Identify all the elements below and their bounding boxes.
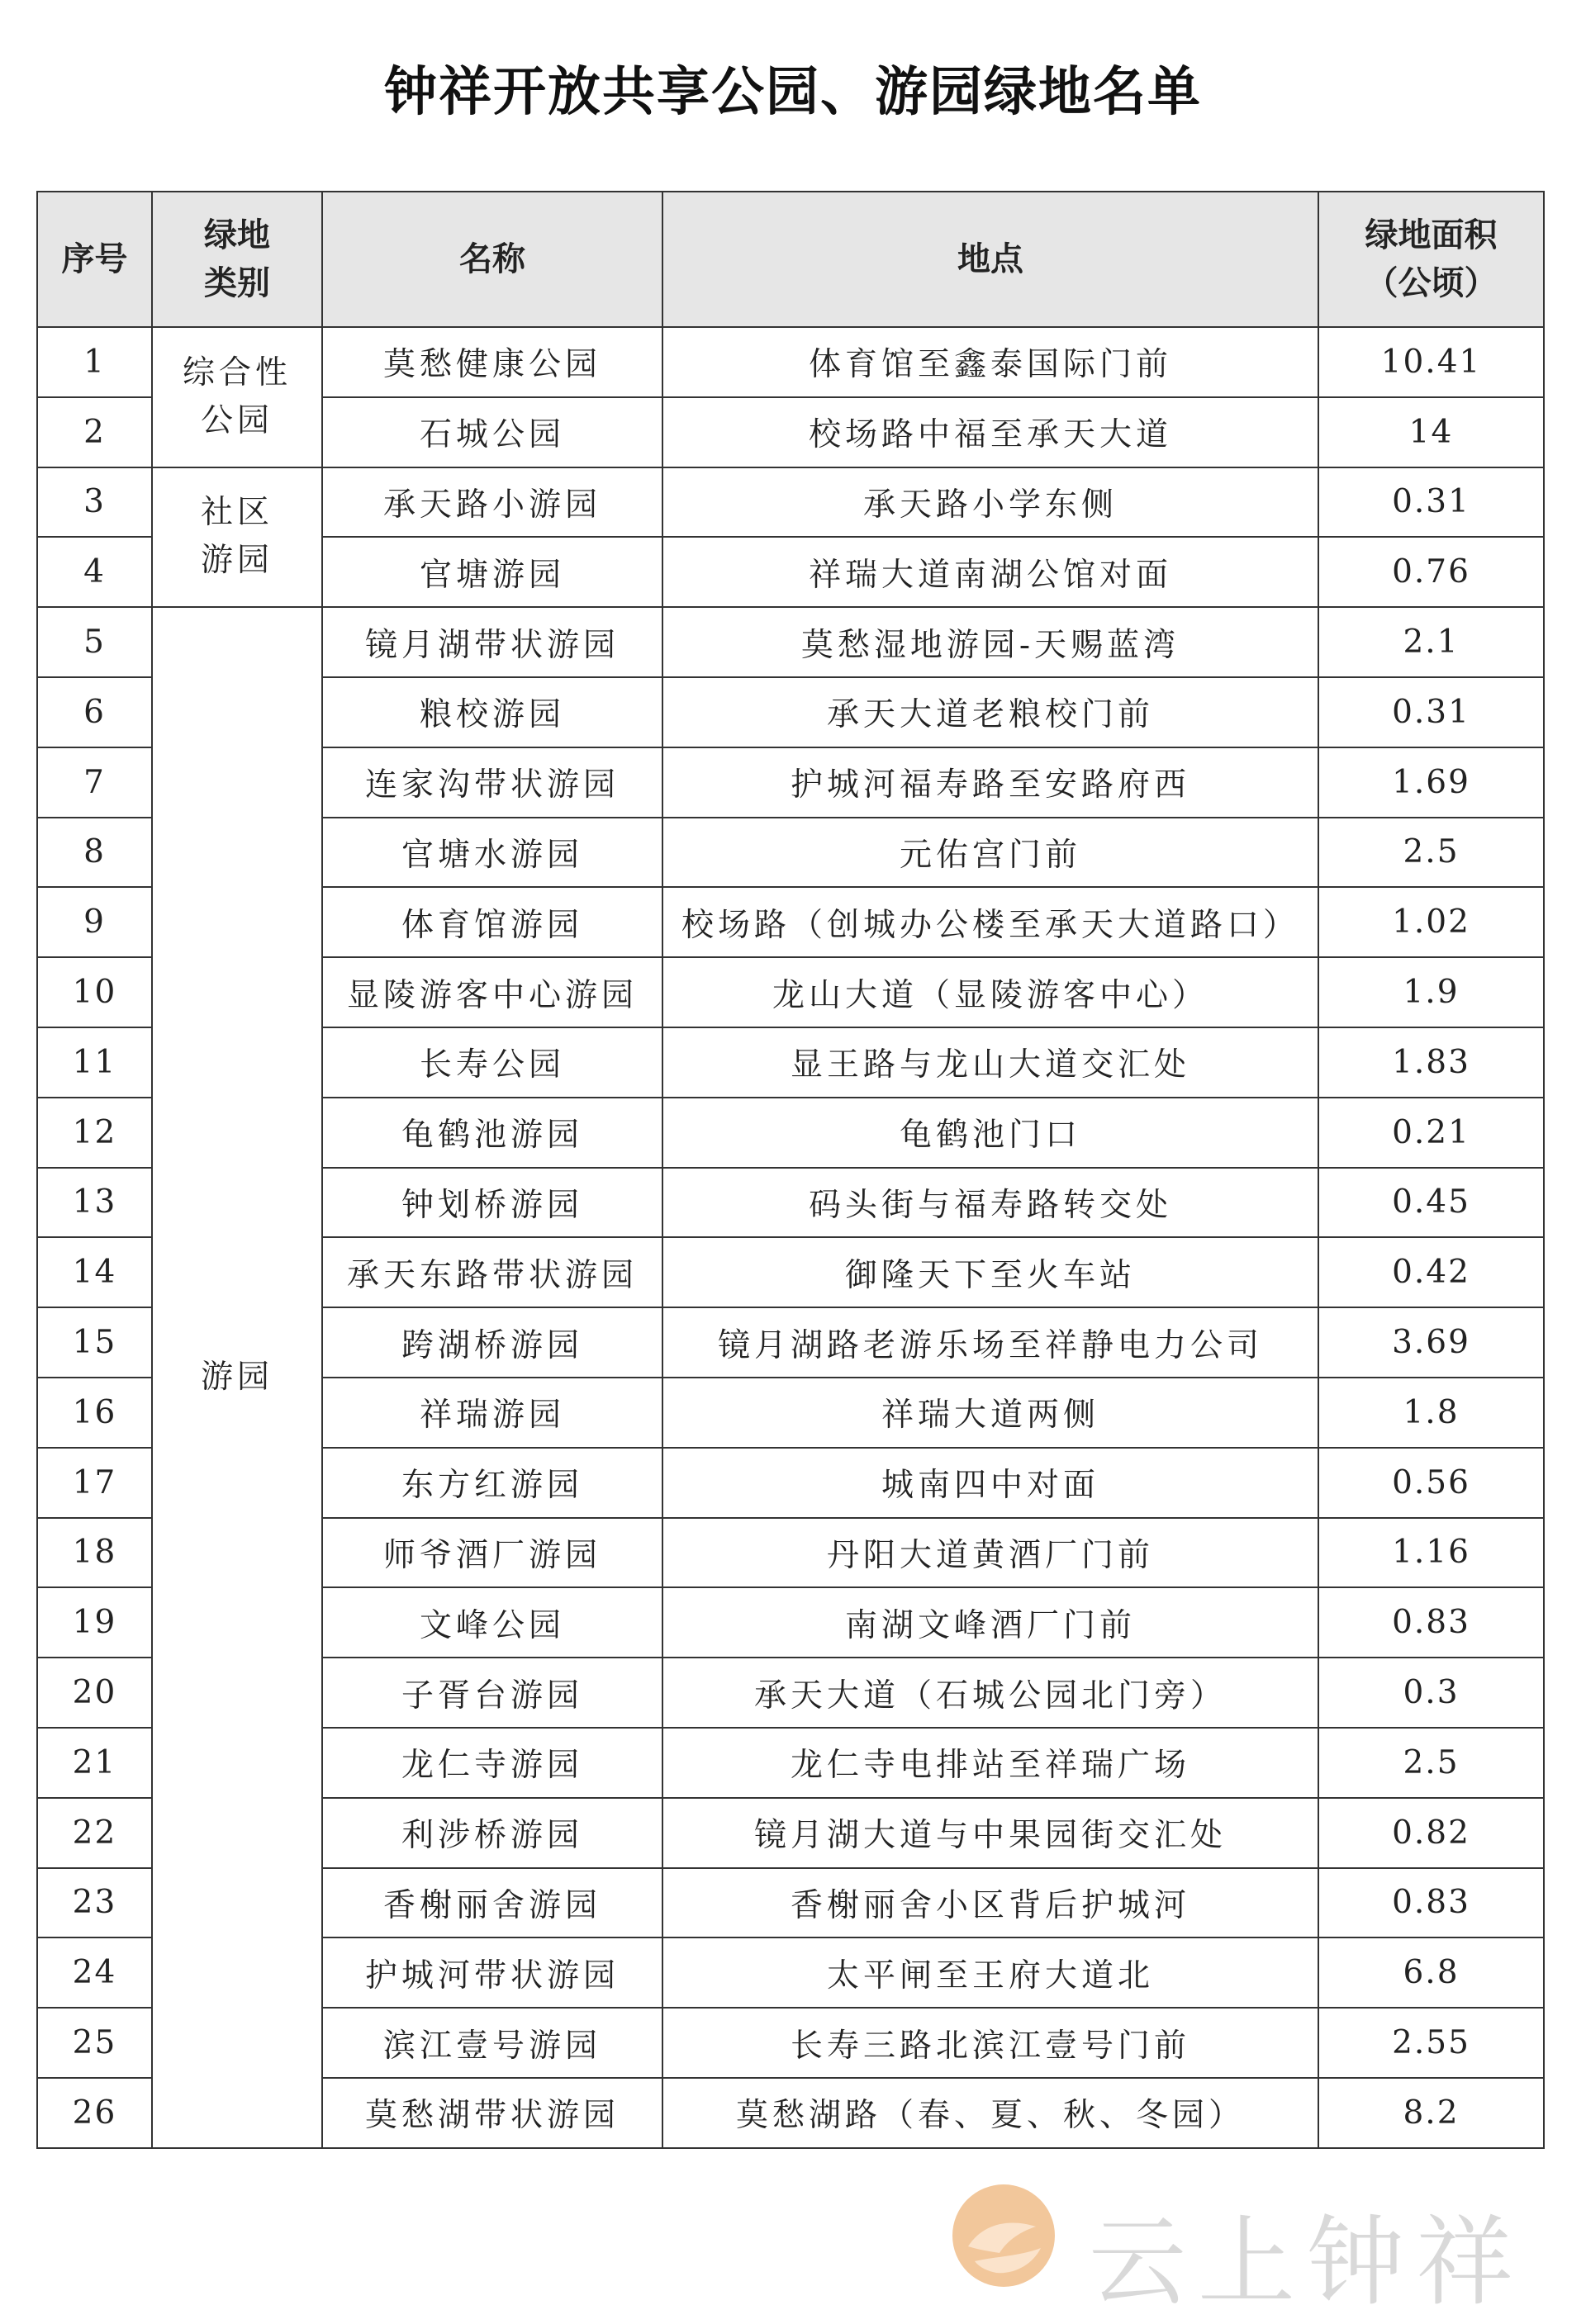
cell-area: 0.56 [1318,1448,1544,1518]
cell-name: 粮校游园 [322,677,662,747]
table-row [37,607,1544,677]
cell-name: 滨江壹号游园 [322,2008,662,2078]
header-category [152,192,322,327]
cell-area: 1.16 [1318,1518,1544,1588]
cell-area: 1.02 [1318,887,1544,957]
cell-area: 1.9 [1318,957,1544,1027]
cell-area: 0.45 [1318,1168,1544,1238]
cell-seq: 13 [37,1168,152,1238]
header-area-line2: （公顷） [1365,263,1498,302]
cell-seq: 22 [37,1798,152,1868]
cell-name: 承天路小游园 [322,467,662,538]
cell-location: 承天大道（石城公园北门旁） [662,1658,1318,1728]
cell-name: 文峰公园 [322,1587,662,1658]
yunshang-logo-icon [950,2182,1057,2289]
cell-seq: 12 [37,1098,152,1168]
table-row [37,327,1544,397]
cell-name: 承天东路带状游园 [322,1237,662,1307]
cell-location: 体育馆至鑫泰国际门前 [662,327,1318,397]
cell-name: 龟鹤池游园 [322,1098,662,1168]
category-label-line1: 综合性 [182,353,292,391]
header-seq: 序号 [37,192,152,327]
cell-location: 承天大道老粮校门前 [662,677,1318,747]
cell-seq: 5 [37,607,152,677]
cell-name: 跨湖桥游园 [322,1307,662,1378]
cell-location: 香榭丽舍小区背后护城河 [662,1868,1318,1938]
cell-seq: 21 [37,1728,152,1798]
cell-name: 祥瑞游园 [322,1378,662,1448]
cell-location: 校场路（创城办公楼至承天大道路口） [662,887,1318,957]
cell-seq: 1 [37,327,152,397]
cell-location: 莫愁湿地游园-天赐蓝湾 [662,607,1318,677]
cell-area: 10.41 [1318,327,1544,397]
cell-name: 莫愁湖带状游园 [322,2078,662,2148]
cell-location: 南湖文峰酒厂门前 [662,1587,1318,1658]
cell-area: 8.2 [1318,2078,1544,2148]
cell-seq: 14 [37,1237,152,1307]
cell-area: 3.69 [1318,1307,1544,1378]
cell-seq: 4 [37,537,152,607]
cell-name: 子胥台游园 [322,1658,662,1728]
cell-location: 御隆天下至火车站 [662,1237,1318,1307]
cell-name: 显陵游客中心游园 [322,957,662,1027]
cell-category [152,327,322,467]
cell-seq: 16 [37,1378,152,1448]
cell-location: 护城河福寿路至安路府西 [662,747,1318,818]
cell-location: 镜月湖大道与中果园街交汇处 [662,1798,1318,1868]
cell-area: 2.55 [1318,2008,1544,2078]
table-row [37,467,1544,538]
cell-seq: 20 [37,1658,152,1728]
header-location: 地点 [662,192,1318,327]
cell-name: 护城河带状游园 [322,1937,662,2008]
cell-location: 元佑宫门前 [662,818,1318,888]
cell-category [152,467,322,608]
cell-seq: 7 [37,747,152,818]
cell-location: 承天路小学东侧 [662,467,1318,538]
cell-seq: 24 [37,1937,152,2008]
header-row [37,192,1544,327]
header-area-line1: 绿地面积 [1365,216,1498,254]
cell-name: 官塘游园 [322,537,662,607]
cell-name: 龙仁寺游园 [322,1728,662,1798]
cell-location: 龟鹤池门口 [662,1098,1318,1168]
cell-name: 莫愁健康公园 [322,327,662,397]
cell-area: 0.31 [1318,467,1544,538]
cell-location: 城南四中对面 [662,1448,1318,1518]
category-label-line2: 游园 [200,542,273,580]
cell-seq: 6 [37,677,152,747]
cell-area: 14 [1318,397,1544,467]
cell-location: 镜月湖路老游乐场至祥静电力公司 [662,1307,1318,1378]
cell-seq: 23 [37,1868,152,1938]
cell-seq: 3 [37,467,152,538]
cell-location: 祥瑞大道两侧 [662,1378,1318,1448]
cell-name: 石城公园 [322,397,662,467]
green-space-table [36,191,1545,2149]
category-label-line1: 社区 [200,494,273,532]
cell-location: 显王路与龙山大道交汇处 [662,1027,1318,1098]
cell-location: 龙山大道（显陵游客中心） [662,957,1318,1027]
cell-seq: 9 [37,887,152,957]
cell-location: 丹阳大道黄酒厂门前 [662,1518,1318,1588]
cell-area: 0.83 [1318,1587,1544,1658]
cell-seq: 8 [37,818,152,888]
cell-area: 0.82 [1318,1798,1544,1868]
category-label-line1: 游园 [200,1358,273,1396]
cell-seq: 26 [37,2078,152,2148]
cell-name: 官塘水游园 [322,818,662,888]
header-name: 名称 [322,192,662,327]
cell-area: 1.69 [1318,747,1544,818]
cell-seq: 10 [37,957,152,1027]
cell-seq: 17 [37,1448,152,1518]
cell-area: 0.21 [1318,1098,1544,1168]
cell-location: 码头街与福寿路转交处 [662,1168,1318,1238]
cell-name: 东方红游园 [322,1448,662,1518]
cell-category [152,607,322,2148]
table-body [37,327,1544,2148]
cell-name: 香榭丽舍游园 [322,1868,662,1938]
header-category-line2: 类别 [204,263,270,302]
cell-area: 2.1 [1318,607,1544,677]
cell-name: 利涉桥游园 [322,1798,662,1868]
cell-area: 1.8 [1318,1378,1544,1448]
table-header [37,192,1544,327]
cell-name: 师爷酒厂游园 [322,1518,662,1588]
cell-area: 1.83 [1318,1027,1544,1098]
cell-name: 镜月湖带状游园 [322,607,662,677]
header-category-line1: 绿地 [204,216,270,254]
header-area [1318,192,1544,327]
cell-seq: 15 [37,1307,152,1378]
cell-area: 0.83 [1318,1868,1544,1938]
cell-location: 莫愁湖路（春、夏、秋、冬园） [662,2078,1318,2148]
watermark [950,2174,1578,2319]
cell-area: 0.76 [1318,537,1544,607]
cell-name: 长寿公园 [322,1027,662,1098]
page-title: 钟祥开放共享公园、游园绿地名单 [384,61,1202,123]
cell-seq: 19 [37,1587,152,1658]
cell-seq: 11 [37,1027,152,1098]
watermark-text: 云上钟祥 [1089,2205,1526,2319]
cell-area: 0.3 [1318,1658,1544,1728]
cell-area: 6.8 [1318,1937,1544,2008]
cell-name: 钟划桥游园 [322,1168,662,1238]
cell-location: 龙仁寺电排站至祥瑞广场 [662,1728,1318,1798]
category-label-line2: 公园 [200,401,273,439]
cell-area: 0.42 [1318,1237,1544,1307]
cell-seq: 18 [37,1518,152,1588]
cell-name: 连家沟带状游园 [322,747,662,818]
cell-name: 体育馆游园 [322,887,662,957]
cell-seq: 25 [37,2008,152,2078]
cell-location: 校场路中福至承天大道 [662,397,1318,467]
cell-location: 长寿三路北滨江壹号门前 [662,2008,1318,2078]
cell-location: 祥瑞大道南湖公馆对面 [662,537,1318,607]
cell-area: 2.5 [1318,1728,1544,1798]
cell-area: 2.5 [1318,818,1544,888]
cell-seq: 2 [37,397,152,467]
cell-location: 太平闸至王府大道北 [662,1937,1318,2008]
cell-area: 0.31 [1318,677,1544,747]
